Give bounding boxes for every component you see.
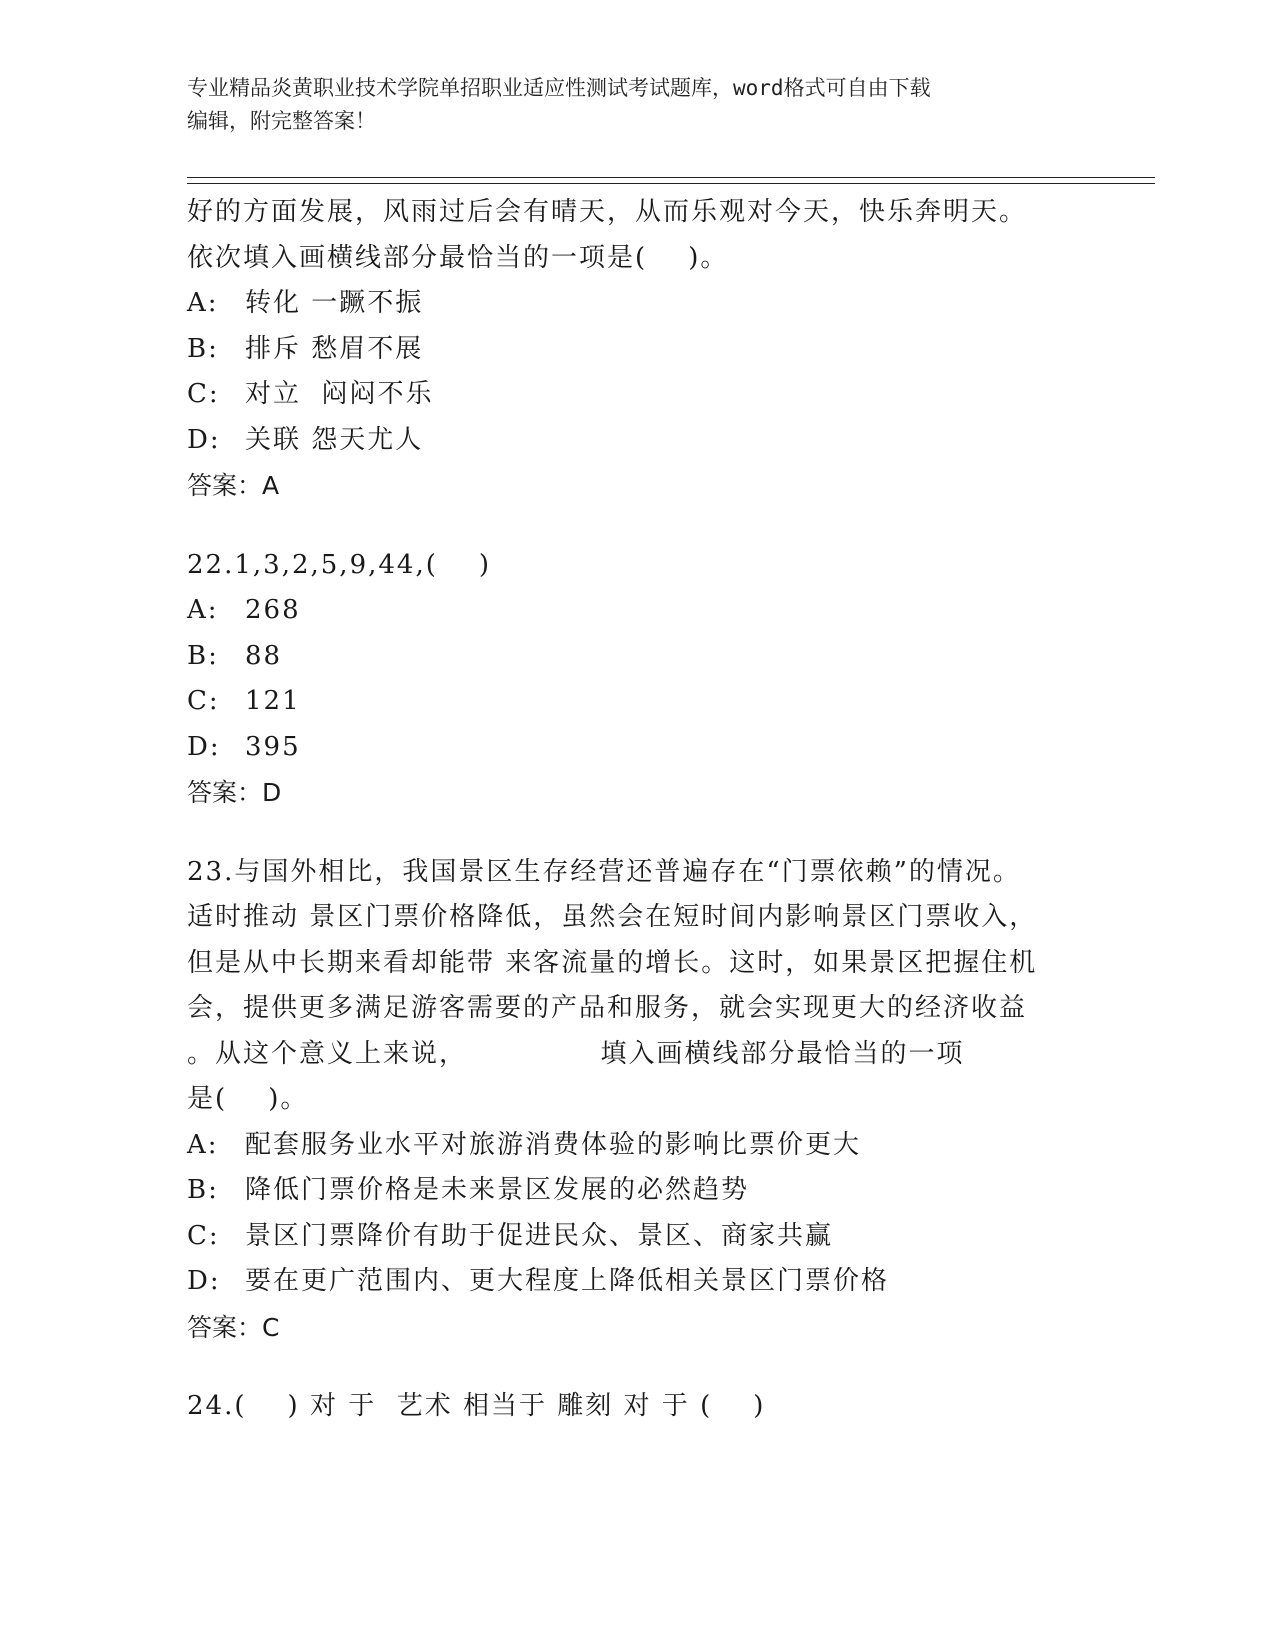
option-text: 降低门票价格是未来景区发展的必然趋势 [245, 1175, 750, 1205]
header-divider-top [187, 177, 1155, 178]
option-d [187, 725, 1087, 771]
option-text: 对立 闷闷不乐 [245, 379, 434, 409]
question-text-line: 依次填入画横线部分最恰当的一项是( )。 [187, 242, 729, 273]
question-24 [187, 1384, 1087, 1430]
option-label: A: [187, 595, 219, 625]
answer-line: 答案：C [187, 1312, 280, 1342]
page-header [187, 72, 1087, 138]
option-a [187, 281, 1087, 327]
option-b [187, 1168, 1087, 1214]
question-text-line: 23.与国外相比，我国景区生存经营还普遍存在“门票依赖”的情况。 [187, 856, 1021, 887]
option-label: D: [187, 731, 221, 762]
option-c [187, 1214, 1087, 1260]
option-text: 要在更广范围内、更大程度上降低相关景区门票价格 [245, 1266, 890, 1296]
option-text: 关联 怨天尤人 [245, 424, 424, 455]
question-23 [187, 850, 1087, 1351]
question-text-line: 会，提供更多满足游客需要的产品和服务，就会实现更大的经济收益 [187, 993, 1028, 1023]
option-label: C: [187, 379, 220, 409]
header-line-1: 专业精品炎黄职业技术学院单招职业适应性测试考试题库，word格式可自由下载 [187, 76, 931, 100]
question-text-line: 。从这个意义上来说， 填入画横线部分最恰当的一项 [187, 1038, 965, 1069]
option-label: D: [187, 1266, 221, 1296]
option-text: 配套服务业水平对旅游消费体验的影响比票价更大 [245, 1129, 862, 1160]
question-text-line: 22.1,3,2,5,9,44,( ) [187, 549, 492, 580]
question-text-line: 好的方面发展，风雨过后会有晴天，从而乐观对今天，快乐奔明天。 [187, 197, 1028, 227]
option-label: D: [187, 424, 221, 455]
question-22 [187, 543, 1087, 816]
option-text: 转化 一蹶不振 [245, 288, 424, 318]
option-text: 景区门票降价有助于促进民众、景区、商家共赢 [245, 1220, 834, 1251]
option-c [187, 679, 1087, 725]
option-label: B: [187, 1175, 219, 1205]
option-text: 121 [245, 686, 301, 716]
option-label: A: [187, 1129, 219, 1160]
option-d [187, 1259, 1087, 1305]
option-text: 395 [245, 731, 301, 762]
option-text: 268 [245, 595, 301, 625]
header-divider-bottom [187, 183, 1155, 184]
option-label: C: [187, 1220, 220, 1251]
answer-line: 答案：A [187, 471, 280, 500]
option-label: B: [187, 333, 219, 364]
question-text-line: 适时推动 景区门票价格降低，虽然会在短时间内影响景区门票收入， [187, 902, 1038, 932]
option-text: 排斥 愁眉不展 [245, 333, 424, 364]
option-c [187, 372, 1087, 418]
option-label: C: [187, 686, 220, 716]
question-text-line: 是( )。 [187, 1084, 309, 1114]
question-text-line: 但是从中长期来看却能带 来客流量的增长。这时，如果景区把握住机 [187, 947, 1038, 978]
question-21 [187, 190, 1087, 509]
option-text: 88 [245, 640, 283, 671]
question-text-line: 24.( ) 对 于 艺术 相当于 雕刻 对 于 ( ) [187, 1391, 766, 1421]
option-a [187, 588, 1087, 634]
answer-line: 答案：D [187, 778, 282, 807]
header-line-2: 编辑，附完整答案！ [187, 109, 376, 133]
option-b [187, 327, 1087, 373]
option-a [187, 1123, 1087, 1169]
question-content [187, 190, 1087, 1430]
option-b [187, 634, 1087, 680]
option-d [187, 418, 1087, 464]
option-label: A: [187, 288, 219, 318]
option-label: B: [187, 640, 219, 671]
